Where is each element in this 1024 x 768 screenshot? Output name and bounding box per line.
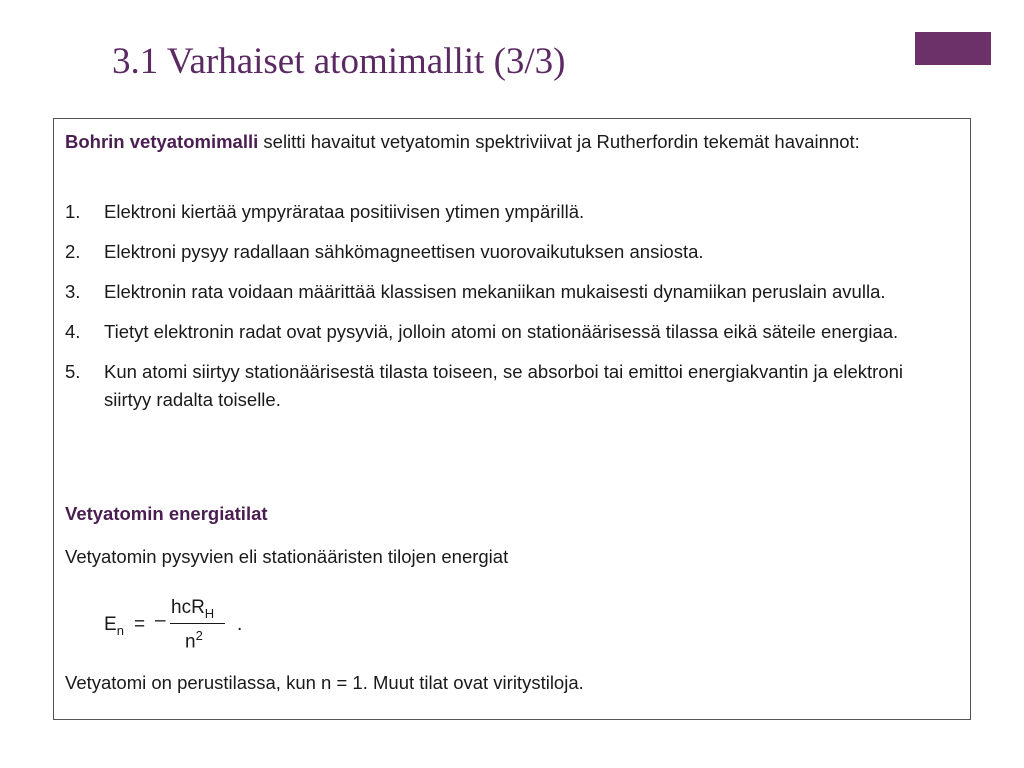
formula-denominator: $n^2$ — [185, 628, 203, 653]
list-text: Elektroni pysyy radallaan sähkömagneettisen vuorovaikutuksen ansiosta. — [104, 241, 704, 262]
corner-accent-block — [915, 32, 991, 65]
formula-numerator: hcR$_H$ — [171, 597, 215, 621]
list-number: 4. — [65, 321, 81, 342]
fraction-bar — [170, 623, 225, 624]
energy-heading: Vetyatomin energiatilat — [65, 503, 268, 524]
list-item — [65, 198, 945, 226]
slide-title: 3.1 Varhaiset atomimallit (3/3) — [112, 41, 566, 82]
content-box — [53, 118, 971, 720]
list-number: 2. — [65, 241, 81, 262]
postulate-list — [65, 198, 945, 426]
list-item — [65, 238, 945, 266]
ground-state-text: Vetyatomi on perustilassa, kun n = 1. Muut tilat ovat viritystiloja. — [65, 672, 584, 693]
energy-text: Vetyatomin pysyvien eli stationääristen tilojen energiat — [65, 546, 509, 567]
intro-text: selitti havaitut vetyatomin spektriviivat ja Rutherfordin tekemät havainnot: — [258, 131, 860, 152]
list-number: 3. — [65, 281, 81, 302]
formula-equals: = — [134, 614, 146, 635]
list-number: 1. — [65, 201, 81, 222]
intro-paragraph — [65, 128, 945, 155]
list-text: Elektroni kiertää ympyrärataa positiivisen ytimen ympärillä. — [104, 201, 585, 222]
list-item — [65, 318, 945, 346]
formula-lhs: $E_n$ — [104, 614, 124, 638]
list-text: Elektronin rata voidaan määrittää klassisen mekaniikan mukaisesti dynamiikan peruslain avulla. — [104, 281, 886, 302]
list-item — [65, 278, 945, 306]
list-number: 5. — [65, 361, 81, 382]
energy-formula — [104, 597, 304, 657]
list-item — [65, 358, 945, 414]
formula-period: . — [237, 614, 243, 635]
formula-minus: – — [155, 610, 166, 631]
list-text: Kun atomi siirtyy stationäärisestä tilasta toiseen, se absorboi tai emittoi energiakvantin ja elektroni siirtyy radalta toiselle. — [104, 361, 903, 410]
list-text: Tietyt elektronin radat ovat pysyviä, jolloin atomi on stationäärisessä tilassa eikä säteile energiaa. — [104, 321, 899, 342]
intro-bold-term: Bohrin vetyatomimalli — [65, 131, 259, 152]
